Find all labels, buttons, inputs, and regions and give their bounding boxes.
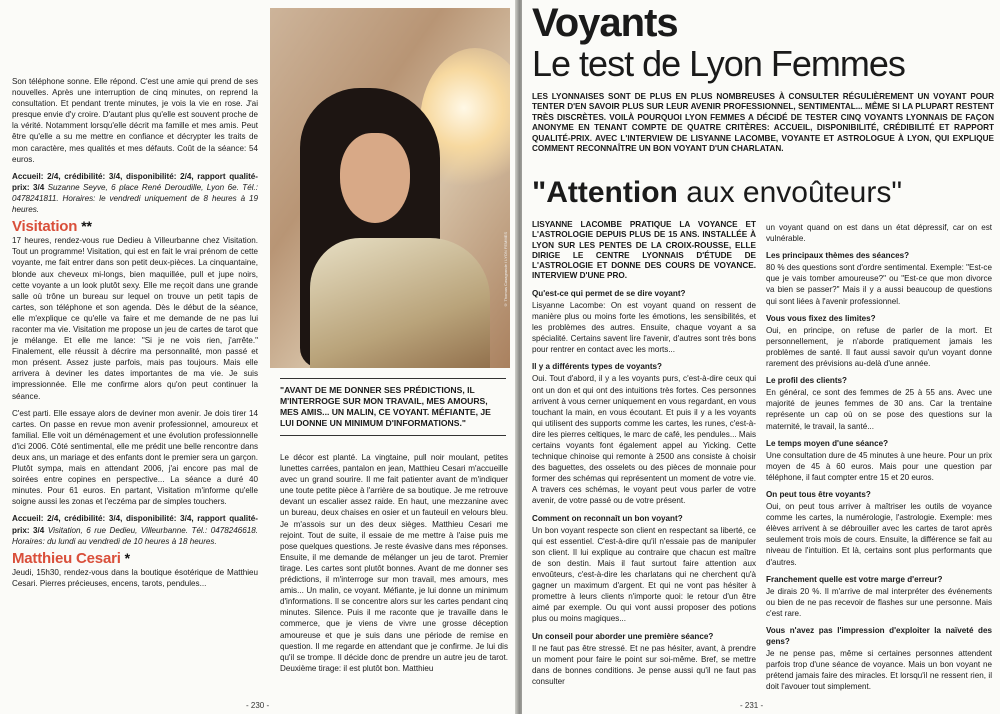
section-name: Matthieu Cesari [12, 549, 121, 567]
right-page [522, 0, 1000, 714]
answer: Oui, on peut tous arriver à maîtriser les outils de voyance comme les cartes, la numérologie, l'astrologie. Exemple: mes élèves arrivent à se débrouiller avec les cartes de tarot après seulement trois mois de cours. Ensuite, la différence se fait au niveau de l'intuition. Et là, certains sont plus performants que d'autres. [766, 502, 992, 567]
interview-column-1 [532, 220, 756, 693]
interview-title-bold: "Attention [532, 176, 678, 209]
interview-title-light: aux envoûteurs" [677, 176, 902, 209]
interview-column-2 [766, 222, 992, 699]
photo-credit: © Thomas Casagrande / LYON FEMMES [503, 232, 508, 308]
question: Vous vous fixez des limites? [766, 313, 876, 323]
headline: Voyants [532, 1, 678, 45]
answer: Lisyanne Lacombe: On est voyant quand on ressent de manière plus ou moins forte les émotions, les sensibilités, et les problèmes des autres. Ensuite, chaque voyant a sa spécialité. Certains savent lire l'avenir, d'autres sont très bons pour rentrer en contact avec les morts... [532, 300, 756, 355]
section-name: Visitation [12, 218, 78, 236]
question: Les principaux thèmes des séances? [766, 251, 910, 261]
info-block [12, 171, 258, 215]
answer: 80 % des questions sont d'ordre sentimental. Exemple: "Est-ce que je vais tomber amoureuse?" ou "Est-ce que mon divorce va bien se passer?" Mais il y a aussi beaucoup de questions qui sont liées à l'avenir professionnel. [766, 263, 992, 306]
answer: Oui. Tout d'abord, il y a les voyants purs, c'est-à-dire ceux qui ont un don et qui ont des intuitions très fortes. Ces personnes arrivent à vous cerner uniquement en vous regardant, en vous touchant la main, en vous écoutant. Et puis il y a les voyants qui utilisent des supports comme les cartes, les runes, c'est-à-dire les pierres celtiques, le marc de café, les pendules... Mais certains voyants font également appel au Yicking. Cette technique chinoise qui remonte à 2500 ans consiste à choisir des baguettes, des osselets ou des pièces de monnaie pour former des schémas qui représentent un moment de votre vie. A travers ces schémas, le voyant peut vous parler de votre avenir, de votre passé ou de votre présent. [532, 374, 756, 506]
answer: Je ne pense pas, même si certaines personnes attendent parfois trop d'une séance de voyance. Mais un bon voyant ne prétend jamais faire des miracles. Et lorsqu'il ne ressent rien, il doit l'avouer tout simplement. [766, 649, 992, 692]
section-title [12, 218, 258, 236]
page-number: - 231 - [740, 701, 764, 710]
answer: Un bon voyant respecte son client en respectant sa liberté, ce qui est essentiel. C'est-à-dire qu'il n'essaie pas de manipuler son client. Il lui explique au contraire que chacun est maître de son destin. Mais il faut surtout faire attention aux envoûteurs, c'est-à-dire les charlatans qui ne cherchent qu'à gagner un maximum d'argent. Et qui ne vont pas hésiter à promettre à leurs clients n'importe quoi: le retour d'un être aimé par exemple. Ou qui vont aussi proposer des potions plus ou moins magiques... [532, 525, 756, 624]
interview-title [532, 176, 1000, 210]
answer: En général, ce sont des femmes de 25 à 55 ans. Avec une majorité de jeunes femmes de 30 ans. Car la trentaine représente un cap où on se pose des questions sur la maternité, le travail, la santé... [766, 388, 992, 431]
paragraph: C'est parti. Elle essaye alors de deviner mon avenir. Je dois tirer 14 cartes. On passe en revue mon avenir professionnel, amoureux et familial. Elle voit un déménagement et une évolution professionnelle d'ici 2006. Côté sentimental, elle me prédit une belle rencontre dans deux ans, un mariage et des enfants dont le premier sera un garçon. Plutôt sympa, mais en attendant 2006, j'ai encore pas mal de soirées entre copines en perspective... La séance a duré 40 minutes. Pour 61 euros. En partant, Visitation m'informe qu'elle soigne aussi les zonas et l'eczéma par de simples touchers. [12, 408, 258, 507]
address: Suzanne Seyve, 6 place René Deroudille, Lyon 6e. Tél.: 0478241811. Horaires: le vendredi uniquement de 8 heures à 19 heures. [12, 182, 258, 215]
answer: Je dirais 20 %. Il m'arrive de mal interpréter des événements ou bien de ne pas recevoir de flashes sur une personne. Mais c'est rare. [766, 586, 992, 618]
paragraph: Son téléphone sonne. Elle répond. C'est une amie qui prend de ses nouvelles. Après une interruption de cinq minutes, on reprend la consultation. Et pendant trente minutes, je vois la vie en rose. J'ai presque envie d'y croire. D'autant plus qu'elle est souvent proche de la vérité. Notamment lorsqu'elle décrit ma famille et mes amis. Peut être qu'elle a su me mettre en confiance et décrypter les traits de mon caractère, mes qualités et mes défauts. Coût de la séance: 54 euros. [12, 77, 258, 164]
scores: Accueil: 2/4, crédibilité: 3/4, disponibilité: 2/4, rapport qualité-prix: 3/4 [12, 171, 258, 192]
body-shape [310, 238, 490, 368]
question: Vous n'avez pas l'impression d'exploiter la naïveté des gens? [766, 626, 992, 647]
middle-column [280, 452, 508, 680]
subheadline: Le test de Lyon Femmes [532, 43, 905, 84]
interview-intro: LISYANNE LACOMBE PRATIQUE LA VOYANCE ET L'ASTROLOGIE DEPUIS PLUS DE 15 ANS. INSTALLÉE À LYON SUR LES PENTES DE LA CROIX-ROUSSE, ELLE DIRIGE LE CENTRE LYONNAIS D'ÉTUDE DE L'ASTROLOGIE ET DONNE DES COURS DE VOYANCE. INTERVIEW D'UNE PRO. [532, 220, 756, 281]
question: Un conseil pour aborder une première séance? [532, 631, 714, 641]
left-column [12, 76, 258, 595]
question: Il y a différents types de voyants? [532, 362, 662, 372]
face-shape [340, 133, 410, 223]
paragraph: Le décor est planté. La vingtaine, pull noir moulant, petites lunettes carrées, pantalon en jean, Matthieu Cesari m'accueille avec un grand sourire. Il me fait patienter avant de m'indiquer une toute petite pièce à l'arrière de sa boutique. Je me retrouve devant un escalier assez raide. En haut, une mezzanine avec un bureau, deux chaises en osier et un fauteuil en velours bleu. Je m'assois sur un des deux sièges. Matthieu Cesari me rejoint. Tout de suite, il essaie de me mettre à l'aise puis me pose quelques questions. Je reste évasive dans mes réponses. Ensuite, il me demande de mélanger un jeu de tarot. Premier tirage. Les cartes sont plutôt bonnes. Avant de me donner ses prédictions, il m'interroge sur mon travail, mes amours, mes amis... Un malin, ce voyant. Méfiante, je lui donne un minimum d'informations. Il se concentre alors sur les cartes pendant cinq minutes. Silence. Puis il me raconte que je travaille dans le commerce, que je viens de vivre une grosse déception amoureuse et que je suis dans une période de remise en question. Il me regarde en attendant que je confirme. Je lui dis qu'il se trompe. Il décide donc de prendre un autre jeu de tarot. Deuxième tirage: il est plutôt bon. Matthieu [280, 453, 508, 673]
pull-quote: "AVANT DE ME DONNER SES PRÉDICTIONS, IL M'INTERROGE SUR MON TRAVAIL, MES AMOURS, MES AMIS... UN MALIN, CE VOYANT. MÉFIANTE, JE LUI DONNE UN MINIMUM D'INFORMATIONS." [280, 378, 506, 436]
section-title [12, 549, 258, 567]
rating-stars: * [124, 549, 130, 566]
question: Le profil des clients? [766, 376, 847, 386]
answer: Il ne faut pas être stressé. Et ne pas hésiter, avant, à prendre un moment pour faire le point sur soi-même. Bref, se mettre dans de bonnes conditions. Je pense aussi qu'il ne faut pas consulter [532, 643, 756, 686]
portrait-photo [270, 8, 510, 368]
question: Qu'est-ce qui permet de se dire voyant? [532, 288, 686, 298]
address: Visitation, 6 rue Dedieu, Villeurbanne. Tél.: 0478246618. Horaires: du lundi au vendredi de 10 heures à 18 heures. [12, 525, 259, 546]
scores: Accueil: 2/4, crédibilité: 3/4, disponibilité: 3/4, rapport qualité-prix: 3/4 [12, 514, 258, 535]
paragraph: Jeudi, 15h30, rendez-vous dans la boutique ésotérique de Matthieu Cesari. Pierres précieuses, encens, tarots, pendules... [12, 567, 258, 588]
question: On peut tous être voyants? [766, 489, 871, 499]
question: Le temps moyen d'une séance? [766, 438, 889, 448]
rating-stars: ** [81, 218, 92, 235]
question: Comment on reconnaît un bon voyant? [532, 513, 683, 523]
answer: un voyant quand on est dans un état dépressif, car on est vulnérable. [766, 223, 992, 244]
question: Franchement quelle est votre marge d'erreur? [766, 574, 943, 584]
page-number: - 230 - [246, 701, 270, 710]
info-block [12, 513, 258, 546]
answer: Une consultation dure de 45 minutes à une heure. Pour un prix moyen de 45 à 60 euros. Mais pour une question par téléphone, il faut compter entre 15 et 20 euros. [766, 450, 992, 482]
answer: Oui, en principe, on refuse de parler de la mort. Et personnellement, je n'aborde pratiquement jamais les problèmes de santé. Il faut aussi savoir qu'un voyant donne rarement des prévisions au-delà d'une année. [766, 325, 992, 369]
paragraph: 17 heures, rendez-vous rue Dedieu à Villeurbanne chez Visitation. Tout un programme! Visitation, qui est en fait le vrai prénom de cette voyante, me fait entrer dans son petit deux-pièces. La cinquantaine, blonde aux cheveux mi-longs, bien maquillée, pull et jupe noirs, cette voyante a un look plutôt sexy. Elle me reçoit dans une grande salle où trône un bureau sur lequel on trouve un petit tapis de cartes, son téléphone et son agenda. Dès le début de la séance, elle m'explique ce qu'elle va faire et me demande de ne pas lui raconter ma vie. Visitation me propose un jeu de cartes de tarot que je mélange. Et elle me lance: "Si je ne vois rien, j'arrête." Finalement, elle réussit à décrire ma personnalité, mon passé et mon présent. Assez juste parfois, mais pas toujours. Mais elle arrivera à deviner les dates importantes de ma vie. Je suis impressionnée. Elle me confirme alors qu'on peut continuer la séance. [12, 236, 258, 401]
lede: LES LYONNAISES SONT DE PLUS EN PLUS NOMBREUSES À CONSULTER RÉGULIÈREMENT UN VOYANT POUR TENTER D'EN SAVOIR PLUS SUR LEUR AVENIR PROFESSIONNEL, SENTIMENTAL... MÊME SI LA PLUPART RESTENT TRÈS DISCRÈTES. VOILÀ POURQUOI LYON FEMMES A DÉCIDÉ DE TESTER CINQ VOYANTS LYONNAIS DE FAÇON ANONYME EN TENANT COMPTE DE QUATRE CRITÈRES: ACCUEIL, DISPONIBILITÉ, CRÉDIBILITÉ ET RAPPORT QUALITÉ-PRIX. AVEC L'INTERVIEW DE LISYANNE LACOMBE, VOYANTE ET ASTROLOGUE À LYON, QUI EXPLIQUE COMMENT RECONNAÎTRE UN BON VOYANT D'UN CHARLATAN. [532, 92, 994, 154]
